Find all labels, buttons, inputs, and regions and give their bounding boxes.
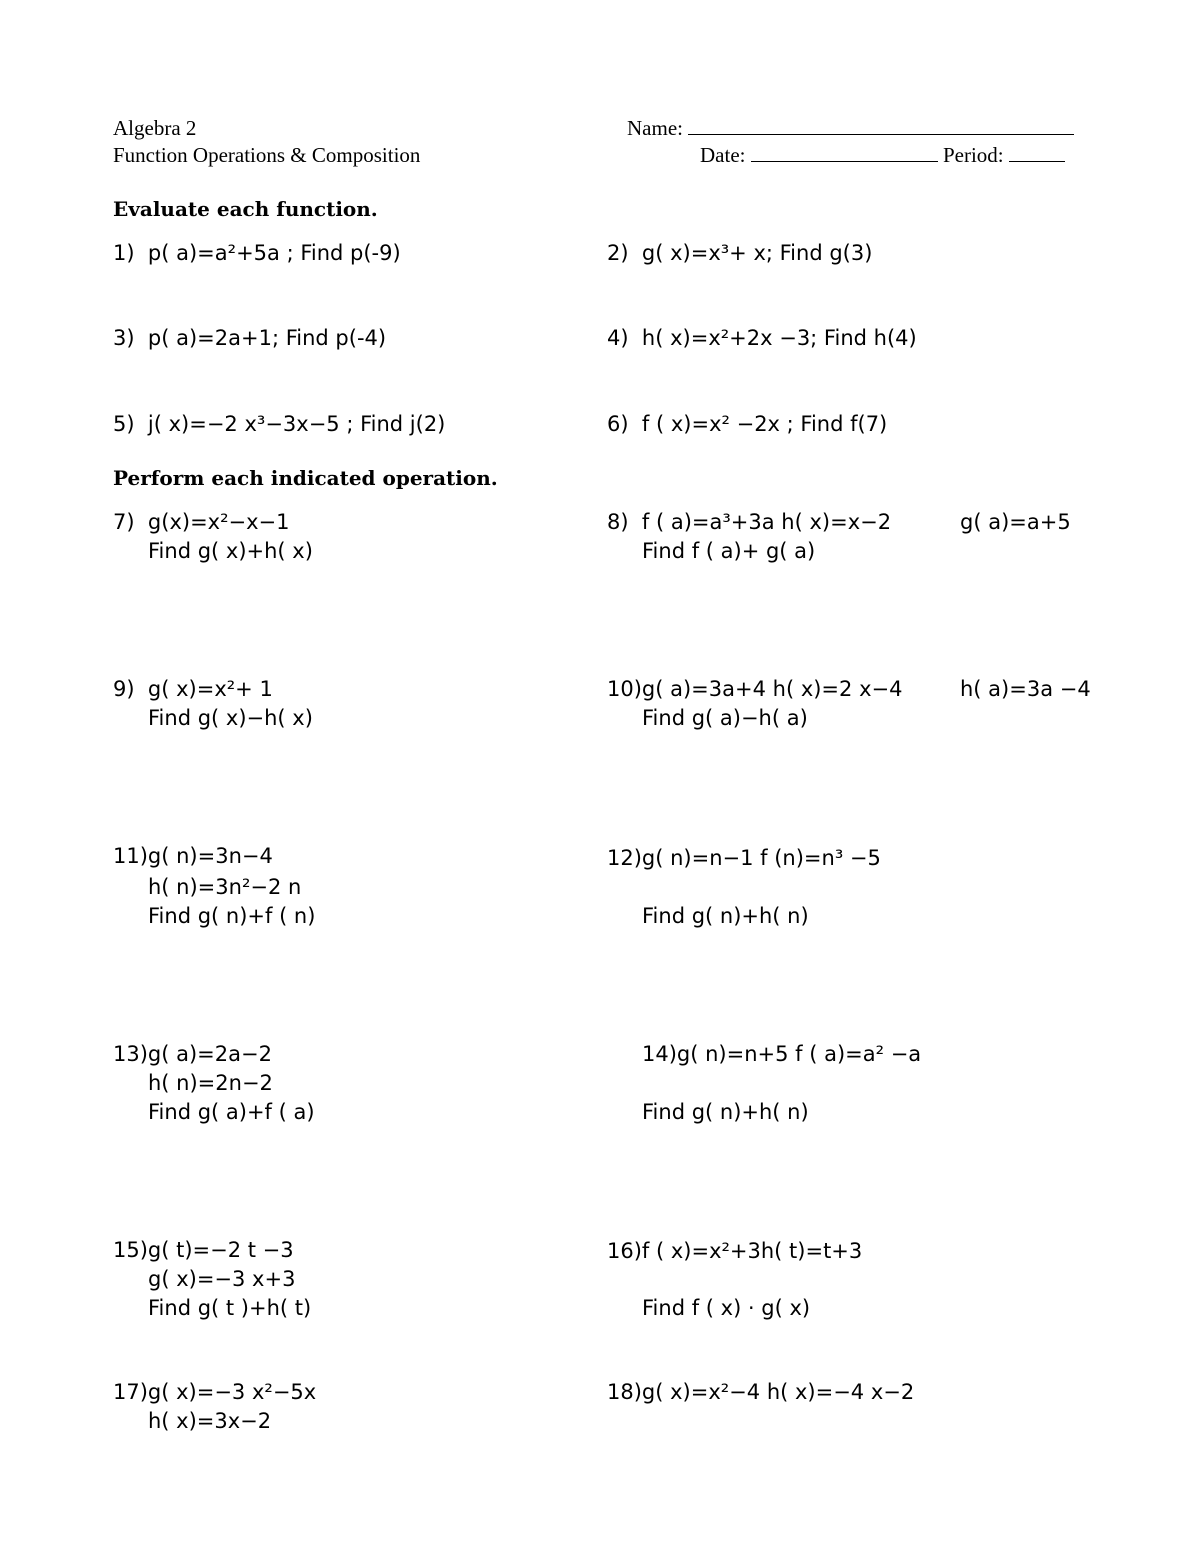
problem-number: 13) — [113, 1042, 148, 1066]
problem-number: 15) — [113, 1238, 148, 1262]
problem-function: g( t)=−2 t −3 — [147, 1238, 294, 1262]
problem-11-find: Find g( n)+f ( n) — [148, 904, 316, 928]
problem-text: p( a)=a²+5a ; Find p(-9) — [147, 241, 401, 265]
problem-number: 6) — [607, 412, 629, 436]
problem-16 — [607, 1238, 862, 1264]
problem-function: g( x)=x²+ 1 — [147, 677, 273, 701]
problem-number: 9) — [113, 677, 135, 701]
problem-function: f ( x)=x²+3h( t)=t+3 — [641, 1239, 863, 1263]
worksheet-topic: Function Operations & Composition — [113, 143, 421, 167]
period-label: Period: — [942, 143, 1004, 167]
problem-5 — [113, 411, 445, 437]
problem-function: f ( a)=a³+3a h( x)=x−2 — [641, 510, 892, 534]
problem-number: 1) — [113, 241, 135, 265]
section-heading-operations: Perform each indicated operation. — [113, 466, 498, 490]
name-label: Name: — [627, 116, 683, 140]
name-field — [627, 116, 1074, 140]
problem-13-line2: h( n)=2n−2 — [148, 1071, 273, 1095]
problem-number: 12) — [607, 846, 642, 870]
date-label: Date: — [700, 143, 746, 167]
problem-number: 7) — [113, 510, 135, 534]
problem-16-find: Find f ( x) ⋅ g( x) — [642, 1296, 811, 1320]
problem-15-line2: g( x)=−3 x+3 — [148, 1267, 296, 1291]
period-blank — [1009, 143, 1065, 162]
problem-8-extra: g( a)=a+5 — [960, 510, 1071, 534]
problem-7-find: Find g( x)+h( x) — [148, 539, 313, 563]
problem-18 — [607, 1379, 914, 1405]
section-heading-evaluate: Evaluate each function. — [113, 197, 378, 221]
problem-12 — [607, 845, 881, 871]
problem-text: p( a)=2a+1; Find p(-4) — [147, 326, 387, 350]
problem-function: g( n)=n+5 f ( a)=a² −a — [676, 1042, 922, 1066]
problem-function: g( a)=2a−2 — [147, 1042, 272, 1066]
problem-number: 18) — [607, 1380, 642, 1404]
problem-function: g(x)=x²−x−1 — [147, 510, 290, 534]
problem-number: 10) — [607, 677, 642, 701]
problem-number: 17) — [113, 1380, 148, 1404]
problem-function: g( x)=x²−4 h( x)=−4 x−2 — [641, 1380, 915, 1404]
problem-10 — [607, 676, 902, 702]
name-blank — [688, 116, 1074, 135]
problem-number: 16) — [607, 1239, 642, 1263]
problem-17-line2: h( x)=3x−2 — [148, 1409, 272, 1433]
problem-7 — [113, 509, 290, 535]
problem-function: g( a)=3a+4 h( x)=2 x−4 — [641, 677, 903, 701]
problem-11-line2: h( n)=3n²−2 n — [148, 875, 302, 899]
problem-13 — [113, 1041, 272, 1067]
problem-8 — [607, 509, 891, 535]
problem-15-find: Find g( t )+h( t) — [148, 1296, 312, 1320]
course-title: Algebra 2 — [113, 116, 197, 140]
problem-14 — [642, 1041, 921, 1067]
problem-15 — [113, 1237, 294, 1263]
problem-9-find: Find g( x)−h( x) — [148, 706, 313, 730]
problem-3 — [113, 325, 386, 351]
problem-8-find: Find f ( a)+ g( a) — [642, 539, 816, 563]
problem-number: 8) — [607, 510, 629, 534]
problem-number: 14) — [642, 1042, 677, 1066]
problem-9 — [113, 676, 273, 702]
problem-10-extra: h( a)=3a −4 — [960, 677, 1091, 701]
date-blank — [751, 143, 938, 162]
problem-12-find: Find g( n)+h( n) — [642, 904, 809, 928]
problem-number: 2) — [607, 241, 629, 265]
problem-6 — [607, 411, 887, 437]
problem-2 — [607, 240, 872, 266]
problem-number: 4) — [607, 326, 629, 350]
problem-14-find: Find g( n)+h( n) — [642, 1100, 809, 1124]
problem-function: g( x)=−3 x²−5x — [147, 1380, 317, 1404]
problem-text: g( x)=x³+ x; Find g(3) — [641, 241, 873, 265]
problem-1 — [113, 240, 401, 266]
problem-function: g( n)=3n−4 — [147, 844, 273, 868]
problem-number: 3) — [113, 326, 135, 350]
problem-text: h( x)=x²+2x −3; Find h(4) — [641, 326, 917, 350]
problem-number: 11) — [113, 844, 148, 868]
problem-number: 5) — [113, 412, 135, 436]
problem-13-find: Find g( a)+f ( a) — [148, 1100, 315, 1124]
problem-11 — [113, 843, 273, 869]
problem-text: j( x)=−2 x³−3x−5 ; Find j(2) — [147, 412, 446, 436]
date-period-field — [700, 143, 1065, 167]
problem-function: g( n)=n−1 f (n)=n³ −5 — [641, 846, 881, 870]
problem-17 — [113, 1379, 316, 1405]
problem-4 — [607, 325, 917, 351]
problem-text: f ( x)=x² −2x ; Find f(7) — [641, 412, 888, 436]
problem-10-find: Find g( a)−h( a) — [642, 706, 808, 730]
